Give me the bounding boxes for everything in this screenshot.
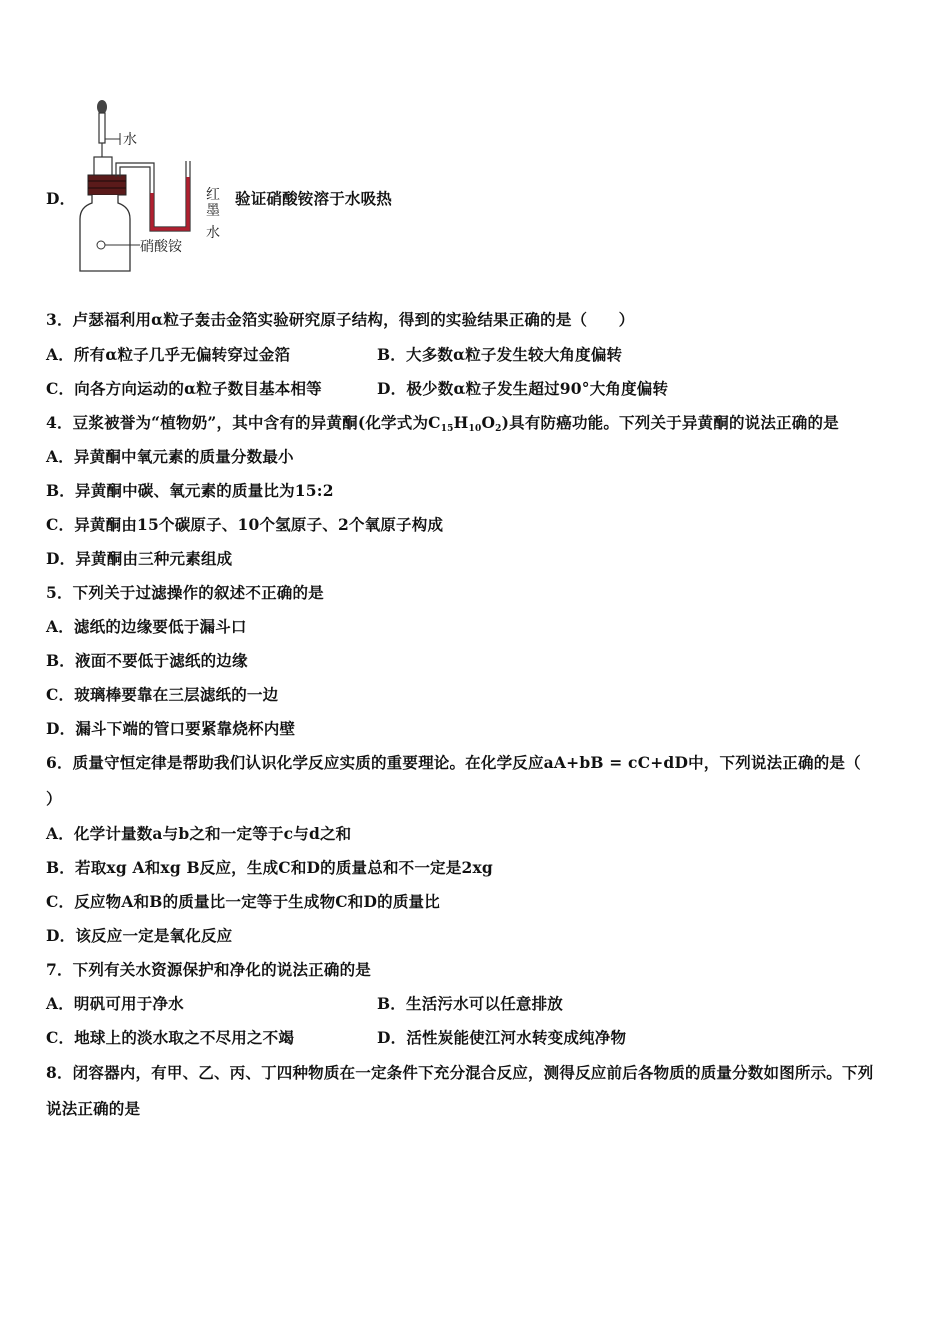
question-7-stem: 7．下列有关水资源保护和净化的说法正确的是 (46, 960, 371, 979)
question-6-option-c: C．反应物A和B的质量比一定等于生成物C和D的质量比 (46, 892, 440, 911)
label-water: 水 (123, 132, 137, 148)
question-5-option-c: C．玻璃棒要靠在三层滤纸的一边 (46, 685, 279, 704)
question-4-option-c: C．异黄酮由15个碳原子、10个氢原子、2个氧原子构成 (46, 515, 444, 534)
apparatus-figure (68, 95, 253, 280)
dropper-bulb (97, 100, 107, 114)
question-6-stem-cont: ） (46, 789, 62, 808)
question-6-option-b: B．若取xg A和xg B反应，生成C和D的质量总和不一定是2xg (46, 858, 493, 877)
dropper-tube (99, 113, 105, 143)
question-7-option-b: B．生活污水可以任意排放 (377, 994, 564, 1013)
question-4-option-a: A．异黄酮中氧元素的质量分数最小 (46, 447, 294, 466)
question-7-option-c: C．地球上的淡水取之不尽用之不竭 (46, 1028, 295, 1047)
question-5-option-d: D．漏斗下端的管口要紧靠烧杯内壁 (46, 719, 296, 738)
option-d-caption: 验证硝酸铵溶于水吸热 (235, 189, 393, 208)
question-3-option-b: B．大多数α粒子发生较大角度偏转 (377, 345, 623, 364)
question-3-option-a: A．所有α粒子几乎无偏转穿过金箔 (46, 345, 291, 364)
question-4-option-b: B．异黄酮中碳、氧元素的质量比为15:2 (46, 481, 334, 500)
label-red-ink-3: 水 (206, 225, 220, 241)
question-3-option-c: C．向各方向运动的α粒子数目基本相等 (46, 379, 322, 398)
question-7-option-d: D．活性炭能使江河水转变成纯净物 (377, 1028, 627, 1047)
label-salt: 硝酸铵 (140, 239, 182, 255)
question-4-option-d: D．异黄酮由三种元素组成 (46, 549, 233, 568)
question-7-option-a: A．明矾可用于净水 (46, 994, 184, 1013)
question-6-option-d: D．该反应一定是氧化反应 (46, 926, 233, 945)
question-6-option-a: A．化学计量数a与b之和一定等于c与d之和 (46, 824, 352, 843)
question-4-stem: 4．豆浆被誉为“植物奶”，其中含有的异黄酮(化学式为$C_{15}H_{10}O_2$)具有防癌功能。下列关于异黄酮的说法正确的是 (46, 413, 839, 434)
question-6-stem: 6．质量守恒定律是帮助我们认识化学反应实质的重要理论。在化学反应aA+bB = cC+dD中，下列说法正确的是（ (46, 753, 861, 772)
flask (80, 195, 130, 271)
label-red-ink-1: 红 (206, 187, 220, 203)
option-d-letter: D． (46, 189, 76, 208)
question-5-stem: 5．下列关于过滤操作的叙述不正确的是 (46, 583, 324, 602)
question-5-option-a: A．滤纸的边缘要低于漏斗口 (46, 617, 247, 636)
label-red-ink-2: 墨 (206, 203, 220, 219)
rubber-stopper (88, 175, 126, 195)
question-5-option-b: B．液面不要低于滤纸的边缘 (46, 651, 248, 670)
question-3-option-d: D．极少数α粒子发生超过90°大角度偏转 (377, 379, 669, 398)
question-8-stem: 8．闭容器内，有甲、乙、丙、丁四种物质在一定条件下充分混合反应，测得反应前后各物质的质量分数如图所示。下列 (46, 1063, 874, 1082)
question-3-stem: 3．卢瑟福利用α粒子轰击金箔实验研究原子结构，得到的实验结果正确的是（ ） (46, 310, 635, 329)
question-8-stem-cont: 说法正确的是 (46, 1099, 141, 1118)
red-ink (152, 177, 188, 229)
